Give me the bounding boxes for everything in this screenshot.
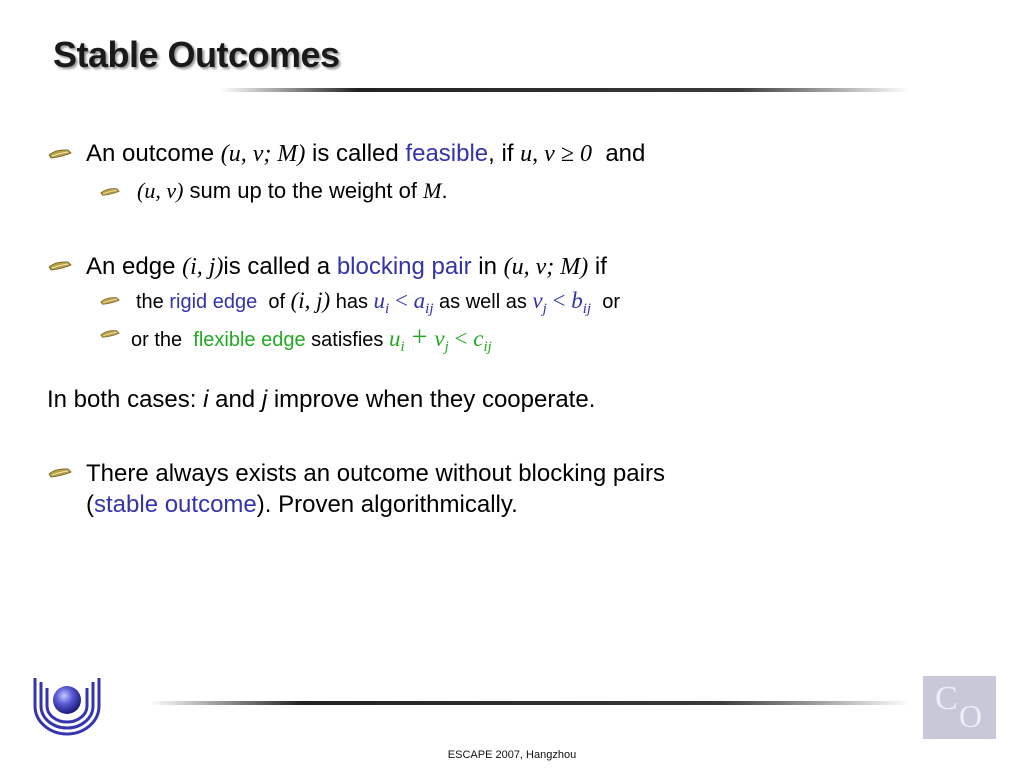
math-lt-3: < bbox=[448, 326, 474, 351]
pen-nib-bullet-icon bbox=[100, 186, 120, 198]
term-blocking-pair: blocking pair bbox=[336, 253, 472, 280]
math-c-sub: ij bbox=[483, 339, 492, 356]
math-rigid-v bbox=[532, 288, 592, 318]
math-v-2-sub: j bbox=[444, 339, 449, 356]
math-c: c bbox=[473, 326, 484, 351]
text-improve: improve when they cooperate. bbox=[267, 386, 596, 413]
sub-bullet-flexible-edge bbox=[131, 322, 492, 356]
math-b-sub: ij bbox=[582, 301, 592, 318]
text-if-2: if bbox=[588, 253, 607, 280]
text-proven: ). Proven algorithmically. bbox=[256, 491, 518, 518]
text-period: . bbox=[441, 178, 448, 203]
text-in: in bbox=[471, 253, 504, 280]
math-flexible bbox=[388, 322, 492, 356]
text-of: of bbox=[257, 291, 291, 313]
math-nonneg: u, v ≥ 0 bbox=[520, 141, 592, 167]
footer-text: ESCAPE 2007, Hangzhou bbox=[447, 749, 577, 761]
term-rigid-edge: rigid edge bbox=[169, 291, 258, 313]
math-M: M bbox=[423, 178, 442, 203]
math-outcome: (u, v; M) bbox=[220, 141, 306, 167]
term-feasible: feasible bbox=[405, 140, 489, 167]
co-logo-o: O bbox=[959, 698, 983, 734]
text-the: the bbox=[136, 291, 170, 313]
text-or-the: or the bbox=[131, 329, 194, 351]
text-j: j bbox=[261, 386, 268, 413]
text-an-edge: An edge bbox=[86, 253, 183, 280]
pen-nib-bullet-icon bbox=[48, 466, 72, 480]
math-u-2: u bbox=[388, 326, 401, 351]
text-and: and bbox=[592, 140, 646, 167]
co-logo-c: C bbox=[935, 680, 958, 717]
math-uv: (u, v) bbox=[137, 178, 184, 203]
text-and-2: and bbox=[208, 386, 262, 413]
math-a-sub: ij bbox=[425, 301, 434, 318]
text-or: or bbox=[591, 291, 620, 313]
title-divider bbox=[220, 88, 910, 92]
text-in-both-cases: In both cases: bbox=[47, 386, 204, 413]
co-logo bbox=[923, 676, 996, 739]
text-is-called-a: is called a bbox=[223, 253, 337, 280]
math-plus: + bbox=[404, 322, 435, 353]
math-u: u bbox=[373, 288, 386, 313]
math-u-2-sub: i bbox=[400, 339, 405, 356]
term-flexible-edge: flexible edge bbox=[193, 329, 306, 351]
text-is-called: is called bbox=[305, 140, 406, 167]
bullet-blocking-pair bbox=[86, 253, 607, 281]
pen-nib-bullet-icon bbox=[100, 328, 120, 340]
pen-nib-bullet-icon bbox=[100, 295, 120, 307]
slide-title: Stable Outcomes bbox=[53, 34, 340, 75]
text-sum-up: sum up to the weight of bbox=[183, 178, 424, 203]
both-cases-text bbox=[47, 386, 595, 414]
sub-bullet-rigid-edge bbox=[136, 288, 620, 318]
math-ij: (i, j) bbox=[182, 254, 224, 280]
text-open-paren: ( bbox=[86, 491, 94, 518]
text-i: i bbox=[203, 386, 209, 413]
math-v-2: v bbox=[434, 326, 445, 351]
math-b: b bbox=[571, 288, 583, 313]
text-has: has bbox=[330, 291, 374, 313]
footer-divider bbox=[150, 701, 910, 705]
math-rigid-u bbox=[373, 288, 434, 318]
bullet-feasible bbox=[86, 140, 645, 168]
pen-nib-bullet-icon bbox=[48, 147, 72, 161]
bullet-stable-outcome-line1: There always exists an outcome without blocking pairs bbox=[86, 460, 665, 487]
text-satisfies: satisfies bbox=[305, 329, 389, 351]
math-lt-2: < bbox=[546, 288, 572, 313]
math-u-sub: i bbox=[385, 301, 390, 318]
text-an-outcome: An outcome bbox=[86, 140, 221, 167]
term-stable-outcome: stable outcome bbox=[94, 491, 257, 518]
text-as-well-as: as well as bbox=[433, 291, 533, 313]
math-v-sub: j bbox=[542, 301, 547, 318]
math-lt: < bbox=[389, 288, 414, 313]
math-v: v bbox=[532, 288, 543, 313]
sub-bullet-weight bbox=[137, 178, 448, 204]
pen-nib-bullet-icon bbox=[48, 259, 72, 273]
math-ij-2: (i, j) bbox=[290, 288, 331, 313]
text-if: , if bbox=[488, 140, 521, 167]
math-a: a bbox=[413, 288, 426, 313]
university-logo bbox=[31, 670, 103, 736]
bullet-stable-outcome-line2 bbox=[86, 491, 518, 519]
math-outcome-2: (u, v; M) bbox=[503, 254, 589, 280]
